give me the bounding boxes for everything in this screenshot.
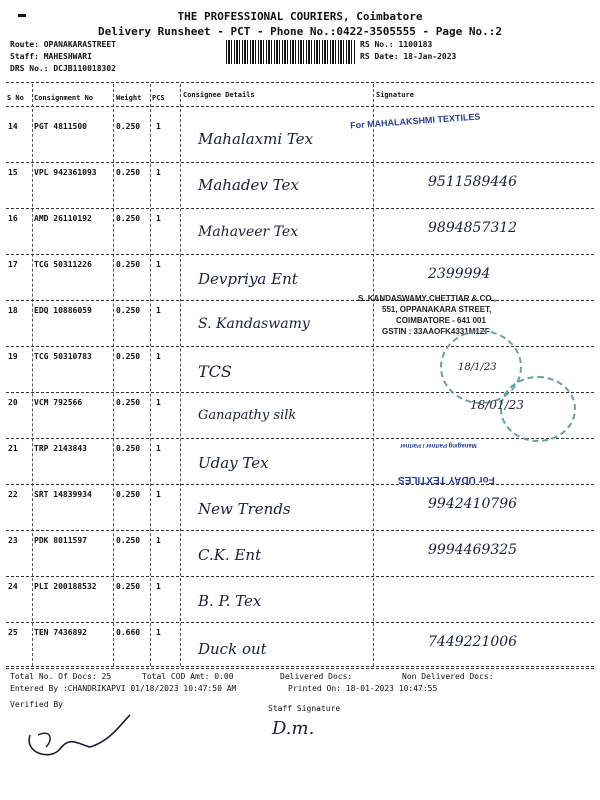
- table-row: [0, 440, 600, 486]
- row-weight: 0.250: [116, 122, 141, 131]
- col-consignment: Consignment No: [34, 94, 94, 102]
- stamp-kandaswamy-3: COIMBATORE - 641 001: [396, 316, 486, 325]
- route-value: OPANAKARASTREET: [43, 40, 116, 49]
- table-row: [0, 210, 600, 256]
- entered-by: Entered By :CHANDRIKAPVI 01/18/2023 10:47:50 AM: [10, 684, 237, 693]
- row-pcs: 1: [156, 214, 161, 223]
- rs-date-label: RS Date:: [360, 52, 399, 61]
- row-pcs: 1: [156, 122, 161, 131]
- row-sno: 19: [8, 352, 18, 361]
- row-signature: 2399994: [428, 266, 491, 282]
- row-pcs: 1: [156, 260, 161, 269]
- row-consignment: AMD 26110192: [34, 214, 92, 223]
- row-sno: 24: [8, 582, 18, 591]
- stamp-kandaswamy-4: GSTIN : 33AAOFK4331M1ZF: [382, 327, 490, 336]
- row-sno: 16: [8, 214, 18, 223]
- row-consignee: Mahalaxmi Tex: [198, 130, 314, 148]
- rs-no-line: [360, 40, 432, 49]
- row-rule: [6, 254, 594, 255]
- footer-top-rule: [6, 666, 594, 667]
- staff-label: Staff:: [10, 52, 39, 61]
- row-consignee: TCS: [198, 362, 232, 381]
- table-row: [0, 256, 600, 302]
- row-consignee: B. P. Tex: [198, 592, 262, 610]
- row-rule: [6, 300, 594, 301]
- row-rule: [6, 484, 594, 485]
- row-weight: 0.250: [116, 168, 141, 177]
- row-sno: 21: [8, 444, 18, 453]
- row-signature: 9942410796: [428, 496, 518, 512]
- row-consignee: Ganapathy silk: [198, 408, 297, 423]
- stamp-mahalakshmi: For MAHALAKSHMI TEXTILES: [349, 111, 481, 131]
- row-weight: 0.250: [116, 582, 141, 591]
- table-row: [0, 486, 600, 532]
- stamp-uday: For UDAY TEXTILES: [398, 474, 495, 485]
- row-consignment: PDK 8011597: [34, 536, 87, 545]
- row-consignment: EDQ 10886059: [34, 306, 92, 315]
- row-consignment: SRT 14839934: [34, 490, 92, 499]
- row-consignee: Mahaveer Tex: [198, 224, 299, 240]
- row-rule: [6, 162, 594, 163]
- table-row: [0, 532, 600, 578]
- row-weight: 0.250: [116, 214, 141, 223]
- page-title: THE PROFESSIONAL COURIERS, Coimbatore: [177, 10, 423, 23]
- col-weight: Weight: [116, 94, 142, 102]
- row-consignment: TCG 50311226: [34, 260, 92, 269]
- row-weight: 0.250: [116, 444, 141, 453]
- stamp-kandaswamy-2: 551, OPPANAKARA STREET,: [382, 305, 492, 314]
- row-consignment: TEN 7436892: [34, 628, 87, 637]
- col-sno: S No: [7, 94, 24, 102]
- table-row: [0, 164, 600, 210]
- rs-date-line: [360, 52, 456, 61]
- row-consignment: TRP 2143843: [34, 444, 87, 453]
- row-consignment: VPL 942361093: [34, 168, 97, 177]
- row-signature: 9511589446: [428, 174, 518, 190]
- row-rule: [6, 530, 594, 531]
- row-consignee: Mahadev Tex: [198, 176, 299, 194]
- row-signature: 7449221006: [428, 634, 518, 650]
- staff-signature-label: Staff Signature: [268, 704, 341, 713]
- staff-line: [10, 52, 92, 61]
- row-pcs: 1: [156, 628, 161, 637]
- row-weight: 0.250: [116, 490, 141, 499]
- printed-on: Printed On: 18-01-2023 10:47:55: [288, 684, 438, 693]
- table-row: [0, 578, 600, 624]
- table-row: [0, 118, 600, 164]
- total-docs: Total No. Of Docs: 25: [10, 672, 112, 681]
- row-consignee: Devpriya Ent: [198, 270, 298, 288]
- row-pcs: 1: [156, 168, 161, 177]
- route-label: Route:: [10, 40, 39, 49]
- ganapathy-date: 18/01/23: [470, 398, 524, 412]
- row-consignee: New Trends: [198, 500, 291, 518]
- table-top-rule: [6, 82, 594, 83]
- row-rule: [6, 208, 594, 209]
- row-signature: 9894857312: [428, 220, 518, 236]
- row-pcs: 1: [156, 582, 161, 591]
- row-weight: 0.250: [116, 306, 141, 315]
- row-rule: [6, 576, 594, 577]
- total-cod: Total COD Amt: 0.00: [142, 672, 234, 681]
- row-weight: 0.250: [116, 398, 141, 407]
- drs-label: DRS No.:: [10, 64, 49, 73]
- row-consignment: VCM 792566: [34, 398, 83, 407]
- table-row: [0, 624, 600, 670]
- row-weight: 0.250: [116, 536, 141, 545]
- row-rule: [6, 438, 594, 439]
- col-signature: Signature: [376, 91, 414, 99]
- route-line: [10, 40, 116, 49]
- row-pcs: 1: [156, 536, 161, 545]
- col-consignee: Consignee Details: [183, 91, 255, 99]
- row-consignment: PLI 200188532: [34, 582, 97, 591]
- row-pcs: 1: [156, 398, 161, 407]
- row-pcs: 1: [156, 490, 161, 499]
- row-consignee: Duck out: [198, 640, 267, 658]
- row-sno: 20: [8, 398, 18, 407]
- row-sno: 14: [8, 122, 18, 131]
- row-sno: 25: [8, 628, 18, 637]
- staff-signature: D.m.: [272, 718, 315, 739]
- delivered-docs: Delivered Docs:: [280, 672, 353, 681]
- row-consignment: PGT 4811500: [34, 122, 87, 131]
- row-consignment: TCG 50310783: [34, 352, 92, 361]
- stamp-uday-sub: Managing Partner / Partner: [400, 442, 477, 448]
- tcs-date: 18/1/23: [458, 362, 497, 373]
- row-weight: 0.250: [116, 352, 141, 361]
- page-subtitle: Delivery Runsheet - PCT - Phone No.:0422-3505555 - Page No.:2: [98, 25, 502, 38]
- rs-no-value: 1100183: [398, 40, 433, 49]
- drs-value: DCJB110018302: [53, 64, 116, 73]
- row-weight: 0.660: [116, 628, 141, 637]
- row-consignee: S. Kandaswamy: [198, 316, 310, 332]
- barcode: [226, 40, 356, 64]
- verified-by-label: Verified By: [10, 700, 63, 709]
- row-sno: 22: [8, 490, 18, 499]
- row-weight: 0.250: [116, 260, 141, 269]
- stamp-kandaswamy-1: S. KANDASWAMY CHETTIAR & CO.,: [358, 294, 497, 303]
- verified-signature-icon: [20, 705, 140, 765]
- non-delivered-docs: Non Delivered Docs:: [402, 672, 494, 681]
- table-header-rule: [6, 106, 594, 107]
- row-sno: 17: [8, 260, 18, 269]
- row-rule: [6, 668, 594, 669]
- row-sno: 15: [8, 168, 18, 177]
- row-consignee: C.K. Ent: [198, 546, 262, 564]
- row-sno: 23: [8, 536, 18, 545]
- rs-no-label: RS No.:: [360, 40, 394, 49]
- row-sno: 18: [8, 306, 18, 315]
- rs-date-value: 18-Jan-2023: [403, 52, 457, 61]
- row-consignee: Uday Tex: [198, 454, 269, 472]
- row-pcs: 1: [156, 444, 161, 453]
- drs-line: [10, 64, 116, 73]
- row-pcs: 1: [156, 352, 161, 361]
- row-pcs: 1: [156, 306, 161, 315]
- row-rule: [6, 622, 594, 623]
- row-signature: 9994469325: [428, 542, 518, 558]
- col-pcs: PCS: [152, 94, 165, 102]
- staff-value: MAHESHWARI: [43, 52, 92, 61]
